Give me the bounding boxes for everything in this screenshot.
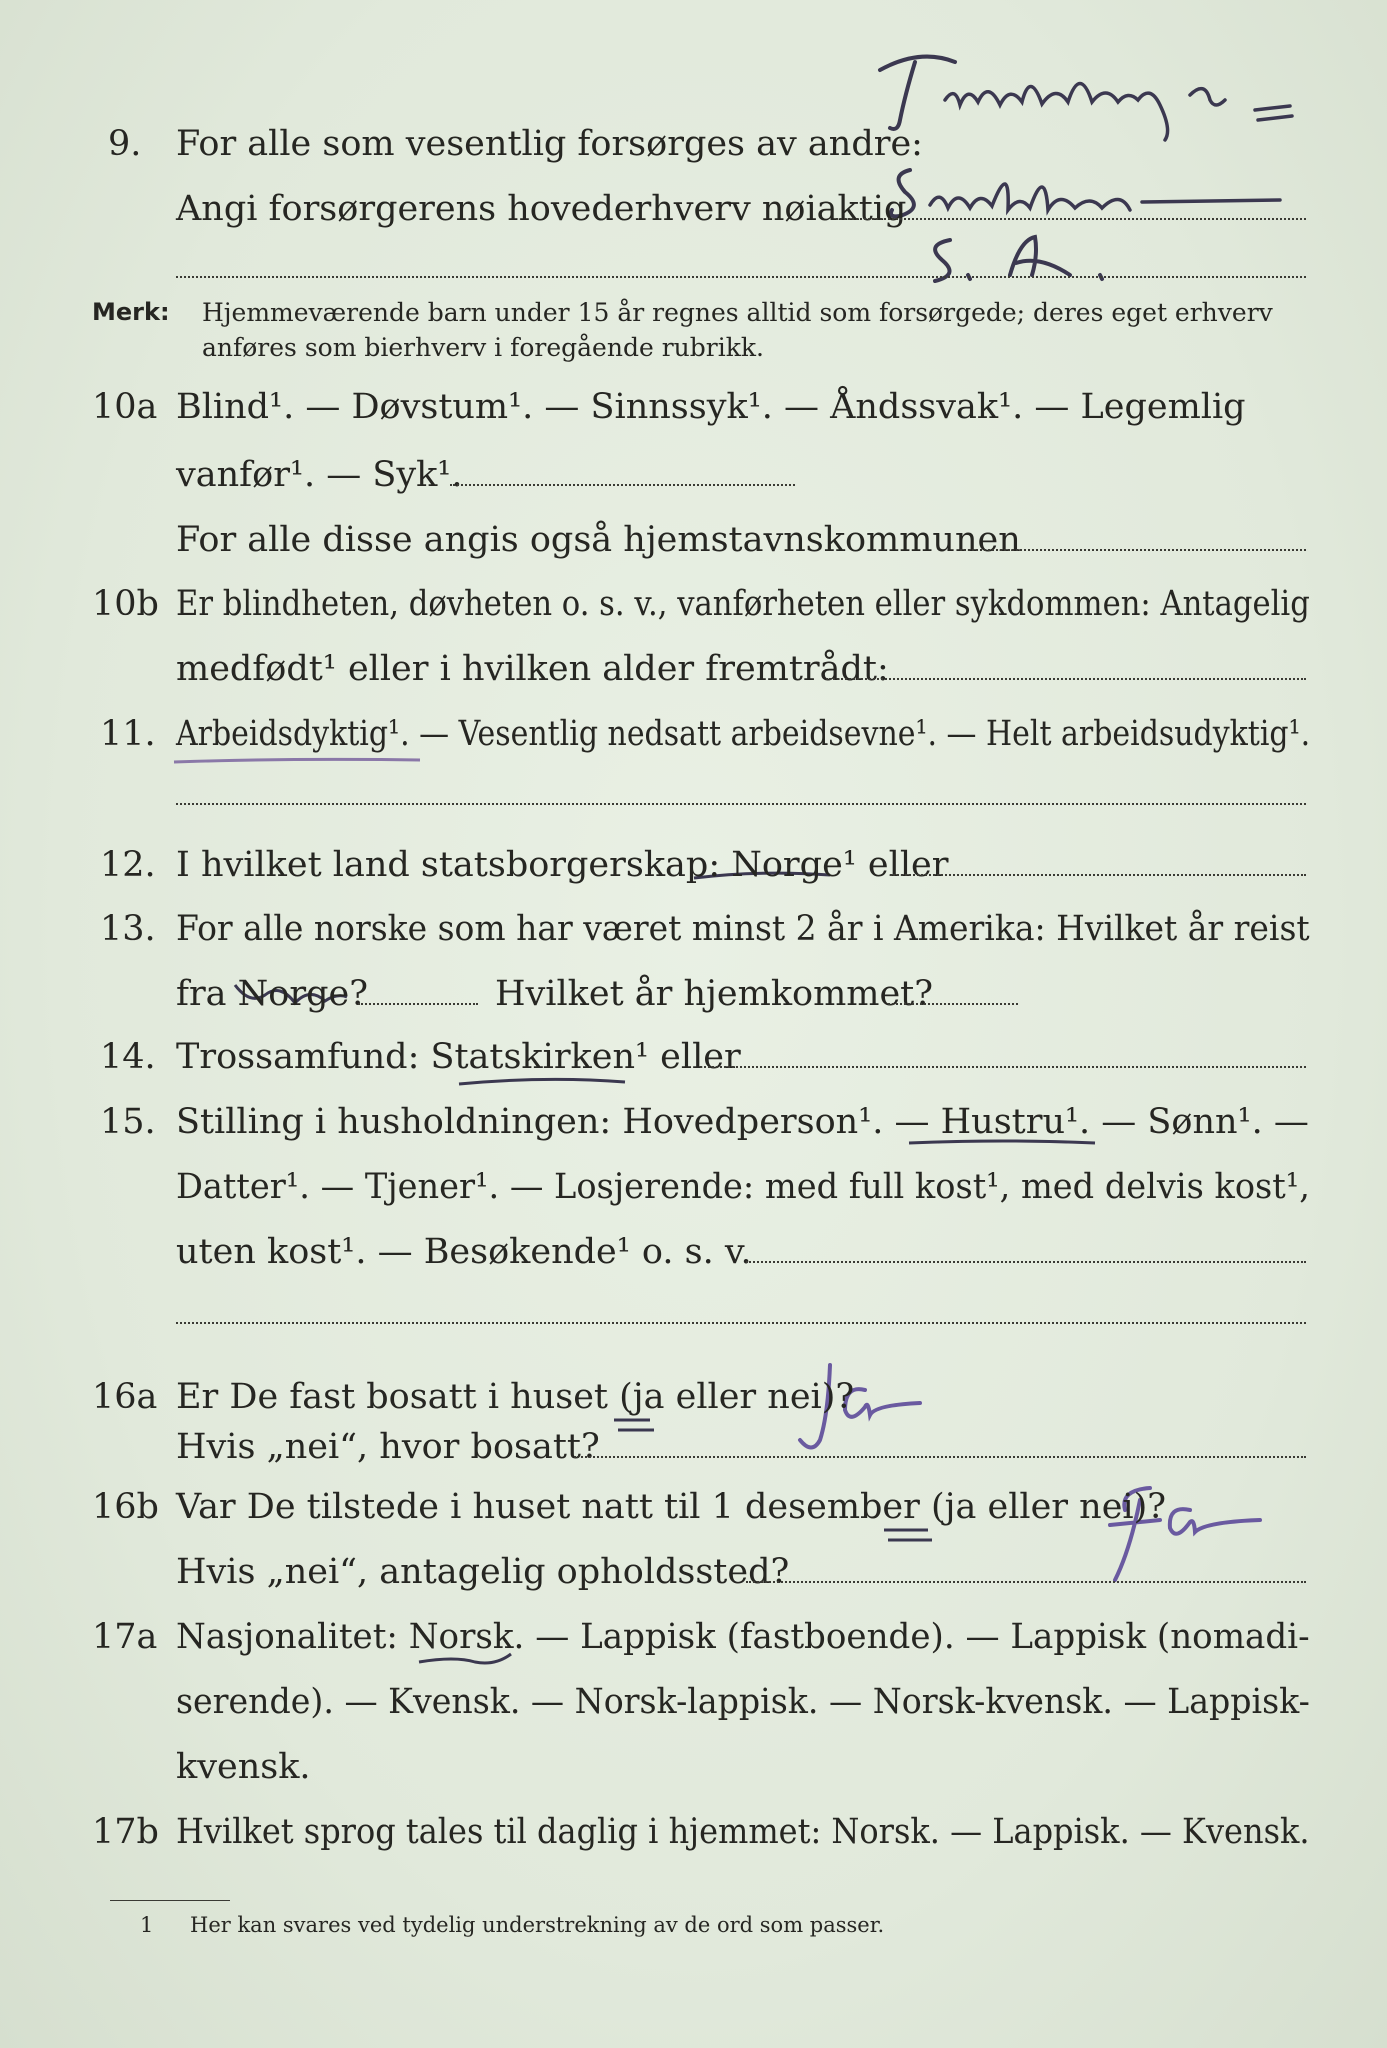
answer-line-10a-kommune <box>960 549 1306 551</box>
answer-line-9b <box>176 276 1306 278</box>
question-number-14: 14. <box>100 1037 156 1077</box>
question-16a-line2: Hvis „nei“, hvor bosatt? <box>176 1427 600 1467</box>
answer-line-10b <box>826 678 1306 680</box>
question-number-9: 9. <box>108 124 142 164</box>
note-label: Merk: <box>92 298 170 326</box>
question-number-17b: 17b <box>92 1812 159 1852</box>
answer-line-10a-syk <box>450 484 795 486</box>
question-13-line2a: fra Norge? <box>176 974 368 1014</box>
answer-line-13-hjemkommet <box>888 1003 1018 1005</box>
question-15-line3: uten kost¹. — Besøkende¹ o. s. v. <box>176 1232 752 1272</box>
question-16a-line1: Er De fast bosatt i huset (ja eller nei)? <box>176 1377 855 1417</box>
question-number-13: 13. <box>100 909 156 949</box>
question-11-line1: Arbeidsdyktig¹. — Vesentlig nedsatt arbeidsevne¹. — Helt arbeidsudyktig¹. <box>176 714 1311 754</box>
answer-line-15 <box>746 1261 1306 1263</box>
question-10a-line3: For alle disse angis også hjemstavnskommunen <box>176 520 1021 560</box>
question-17a-line2: serende). — Kvensk. — Norsk-lappisk. — Norsk-kvensk. — Lappisk- <box>176 1682 1310 1722</box>
question-15-line1: Stilling i husholdningen: Hovedperson¹. — Hustru¹. — Sønn¹. — <box>176 1102 1309 1142</box>
question-17b-line1: Hvilket sprog tales til daglig i hjemmet: Norsk. — Lappisk. — Kvensk. <box>176 1812 1310 1852</box>
footnote-mark: 1 <box>140 1913 154 1937</box>
question-10b-line1: Er blindheten, døvheten o. s. v., vanførheten eller sykdommen: Antagelig <box>176 584 1310 624</box>
question-13-line1: For alle norske som har været minst 2 år i Amerika: Hvilket år reist <box>176 909 1310 949</box>
question-16b-line2: Hvis „nei“, antagelig opholdssted? <box>176 1552 790 1592</box>
question-17a-line3: kvensk. <box>176 1747 311 1787</box>
question-13-line2b: Hvilket år hjemkommet? <box>495 974 934 1014</box>
answer-line-11 <box>176 803 1306 805</box>
question-number-15: 15. <box>100 1102 156 1142</box>
handwritten-occupation-line1 <box>860 40 1330 150</box>
question-number-11: 11. <box>100 714 156 754</box>
question-10b-line2: medfødt¹ eller i hvilken alder fremtrådt: <box>176 649 889 689</box>
footnote-divider <box>110 1900 230 1901</box>
note-line1: Hjemmeværende barn under 15 år regnes alltid som forsørgede; deres eget erhverv <box>202 298 1273 327</box>
question-9-line2: Angi forsørgerens hovederhverv nøiaktig <box>176 189 907 229</box>
question-10a-line1: Blind¹. — Døvstum¹. — Sinnssyk¹. — Åndssvak¹. — Legemlig <box>176 387 1246 427</box>
question-16b-line1: Var De tilstede i huset natt til 1 desember (ja eller nei)? <box>176 1487 1167 1527</box>
footnote-text: Her kan svares ved tydelig understrekning av de ord som passer. <box>190 1913 885 1937</box>
question-number-10a: 10a <box>92 387 158 427</box>
question-number-10b: 10b <box>92 584 159 624</box>
handwritten-underline-arbeidsdyktig <box>170 752 430 772</box>
answer-line-15b <box>176 1322 1306 1324</box>
question-14-line1: Trossamfund: Statskirken¹ eller <box>176 1037 741 1077</box>
handwritten-occupation-line3 <box>920 225 1160 290</box>
question-number-16a: 16a <box>92 1377 158 1417</box>
question-12-line1: I hvilket land statsborgerskap: Norge¹ eller <box>176 845 949 885</box>
answer-line-9a <box>836 218 1306 220</box>
answer-line-12 <box>890 874 1306 876</box>
question-9-line1: For alle som vesentlig forsørges av andre: <box>176 124 923 164</box>
answer-line-16b <box>746 1581 1306 1583</box>
question-number-12: 12. <box>100 845 156 885</box>
question-15-line2: Datter¹. — Tjener¹. — Losjerende: med full kost¹, med delvis kost¹, <box>176 1167 1310 1207</box>
answer-line-16a <box>574 1456 1306 1458</box>
question-number-17a: 17a <box>92 1617 158 1657</box>
question-10a-line2: vanfør¹. — Syk¹. <box>176 455 463 495</box>
question-number-16b: 16b <box>92 1487 159 1527</box>
answer-line-13-reist <box>358 1003 478 1005</box>
note-line2: anføres som bierhverv i foregående rubrikk. <box>202 333 764 362</box>
answer-line-14 <box>700 1066 1306 1068</box>
question-17a-line1: Nasjonalitet: Norsk. — Lappisk (fastboende). — Lappisk (nomadi- <box>176 1617 1310 1657</box>
